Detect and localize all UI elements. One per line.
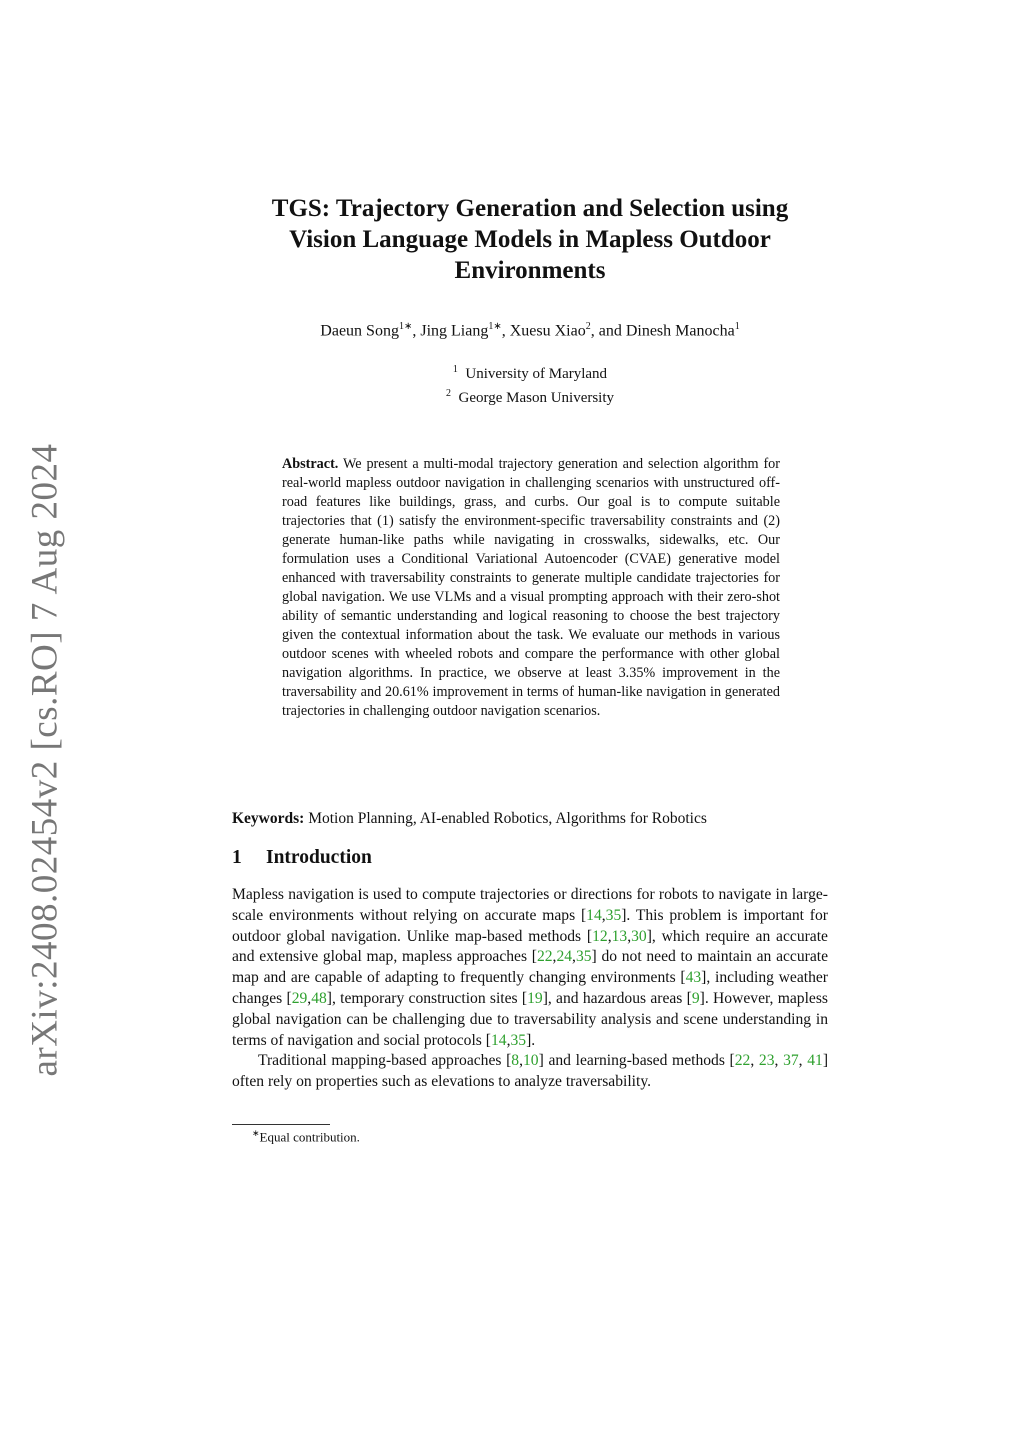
- section-title: Introduction: [266, 847, 372, 868]
- paragraph-text: ].: [526, 1031, 536, 1049]
- author-name: Dinesh Manocha: [625, 322, 735, 340]
- paragraph-text: ]. However, mapless global navigation can be challenging due to traversability analysis and scene understanding in terms of navigation and social protocols [: [232, 989, 828, 1049]
- citation-link[interactable]: 48: [311, 989, 327, 1007]
- footnote-mark: ∗: [252, 1128, 260, 1138]
- citation-link[interactable]: 23: [758, 1052, 775, 1070]
- citation-link[interactable]: 30: [631, 927, 647, 945]
- citation-link[interactable]: 14: [586, 906, 602, 924]
- paper-title: [200, 193, 860, 286]
- paragraph-text: ,: [307, 989, 312, 1007]
- affiliation: $^1$ University of Maryland: [452, 364, 608, 382]
- abstract-label: Abstract.: [282, 456, 339, 472]
- citation-link[interactable]: 41: [807, 1052, 823, 1070]
- title-line: Environments: [454, 257, 606, 284]
- citation-link[interactable]: 24: [556, 948, 573, 966]
- author-list: Daeun Song$^{1∗}$, Jing Liang$^{1∗}$, Xuesu Xiao$^2$, and Dinesh Manocha$^1$: [320, 321, 740, 340]
- citation-link[interactable]: 9: [691, 989, 700, 1007]
- paragraph-text: ,: [572, 948, 576, 966]
- footnote: [252, 1128, 360, 1145]
- author-affil-mark: 2: [585, 321, 591, 332]
- affiliation: $^2$ George Mason University: [445, 388, 615, 406]
- abstract: [282, 455, 780, 721]
- keywords: [232, 810, 832, 828]
- paragraph-text: ]. This problem is important for outdoor global navigation. Unlike map-based methods [: [232, 906, 828, 945]
- keywords-label: Keywords:: [232, 810, 305, 827]
- citation-link[interactable]: 22: [536, 948, 553, 966]
- citation-link[interactable]: 35: [605, 906, 622, 924]
- arxiv-sidebar: [22, 443, 68, 1077]
- paragraph-text: ] often rely on properties such as elevations to analyze traversability.: [232, 1052, 829, 1091]
- body-text: [232, 885, 828, 1093]
- author-affil-mark: 1: [734, 321, 740, 332]
- author-name: Xuesu Xiao: [509, 322, 586, 340]
- paragraph-text: Mapless navigation is used to compute trajectories or directions for robots to navigate in large-scale environments without relying on accurate maps [: [232, 886, 828, 924]
- author-affil-mark: 1∗: [398, 321, 413, 332]
- section-number: 1: [232, 847, 242, 868]
- footnote-rule: [232, 1124, 330, 1125]
- paragraph-text: ,: [627, 927, 632, 945]
- paragraph-text: ] do not need to maintain an accurate map and are capable of adapting to frequently changing environments [: [232, 948, 828, 987]
- paragraph-text: ,: [601, 906, 606, 924]
- paragraph-text: ,: [798, 1052, 808, 1070]
- keywords-text: Motion Planning, AI-enabled Robotics, Algorithms for Robotics: [308, 810, 707, 827]
- author-name: Daeun Song: [320, 322, 399, 340]
- abstract-text: We present a multi-modal trajectory generation and selection algorithm for real-world mapless outdoor navigation in challenging scenarios with unstructured off-road features like buildings, grass, and curbs. Our goal is to compute suitable trajectories that (1) satisfy the environment-specific traversability constraints and (2) generate human-like paths while navigating in crosswalks, sidewalks, etc. Our formulation uses a Conditional Variational Autoencoder (CVAE) generative model enhanced with traversability constraints to generate multiple candidate trajectories for global navigation. We use VLMs and a visual prompting approach with their zero-shot ability of semantic understanding and logical reasoning to choose the best trajectory given the contextual information about the task. We evaluate our methods in various outdoor scenes with wheeled robots and compare the performance with other global navigation algorithms. In practice, we observe at least 3.35% improvement in the traversability and 20.61% improvement in terms of human-like navigation in generated trajectories in challenging outdoor navigation scenarios.: [282, 456, 780, 719]
- paragraph-text: ], temporary construction sites [: [326, 989, 528, 1007]
- citation-link[interactable]: 10: [523, 1052, 539, 1070]
- citation-link[interactable]: 43: [685, 969, 702, 987]
- paragraph-text: ] and learning-based methods [: [538, 1052, 735, 1070]
- title-line: Vision Language Models in Mapless Outdoor: [289, 226, 771, 253]
- paragraph: [232, 885, 828, 1051]
- paragraph-text: ,: [506, 1031, 511, 1049]
- affiliations: [200, 360, 860, 408]
- author-affil-mark: 1∗: [488, 321, 502, 332]
- paragraph: [232, 1051, 828, 1093]
- paragraph-text: ], and hazardous areas [: [542, 989, 692, 1007]
- paragraph-text: ,: [774, 1052, 784, 1070]
- citation-link[interactable]: 13: [611, 927, 628, 945]
- paragraph-text: ], which require an accurate and extensive global map, mapless approaches [: [232, 927, 828, 966]
- arxiv-identifier: arXiv:2408.02454v2 [cs.RO] 7 Aug 2024: [24, 443, 66, 1077]
- citation-link[interactable]: 19: [527, 989, 543, 1007]
- citation-link[interactable]: 35: [510, 1031, 527, 1049]
- citation-link[interactable]: 29: [291, 989, 308, 1007]
- paragraph-text: ], including weather changes [: [232, 969, 829, 1007]
- paragraph-text: ,: [519, 1052, 523, 1070]
- section-heading: [232, 847, 372, 869]
- footnote-text: Equal contribution.: [259, 1129, 360, 1145]
- citation-link[interactable]: 22: [734, 1052, 751, 1070]
- author-name: Jing Liang: [420, 322, 489, 340]
- citation-link[interactable]: 35: [575, 948, 592, 966]
- paragraph-text: Traditional mapping-based approaches [: [258, 1052, 512, 1070]
- title-line: TGS: Trajectory Generation and Selection using: [271, 195, 789, 222]
- paragraph-text: ,: [750, 1052, 759, 1070]
- paragraph-text: ,: [607, 927, 612, 945]
- citation-link[interactable]: 37: [783, 1052, 799, 1070]
- paragraph-text: ,: [552, 948, 557, 966]
- citation-link[interactable]: 8: [511, 1052, 520, 1070]
- citation-link[interactable]: 12: [592, 927, 608, 945]
- citation-link[interactable]: 14: [490, 1031, 507, 1049]
